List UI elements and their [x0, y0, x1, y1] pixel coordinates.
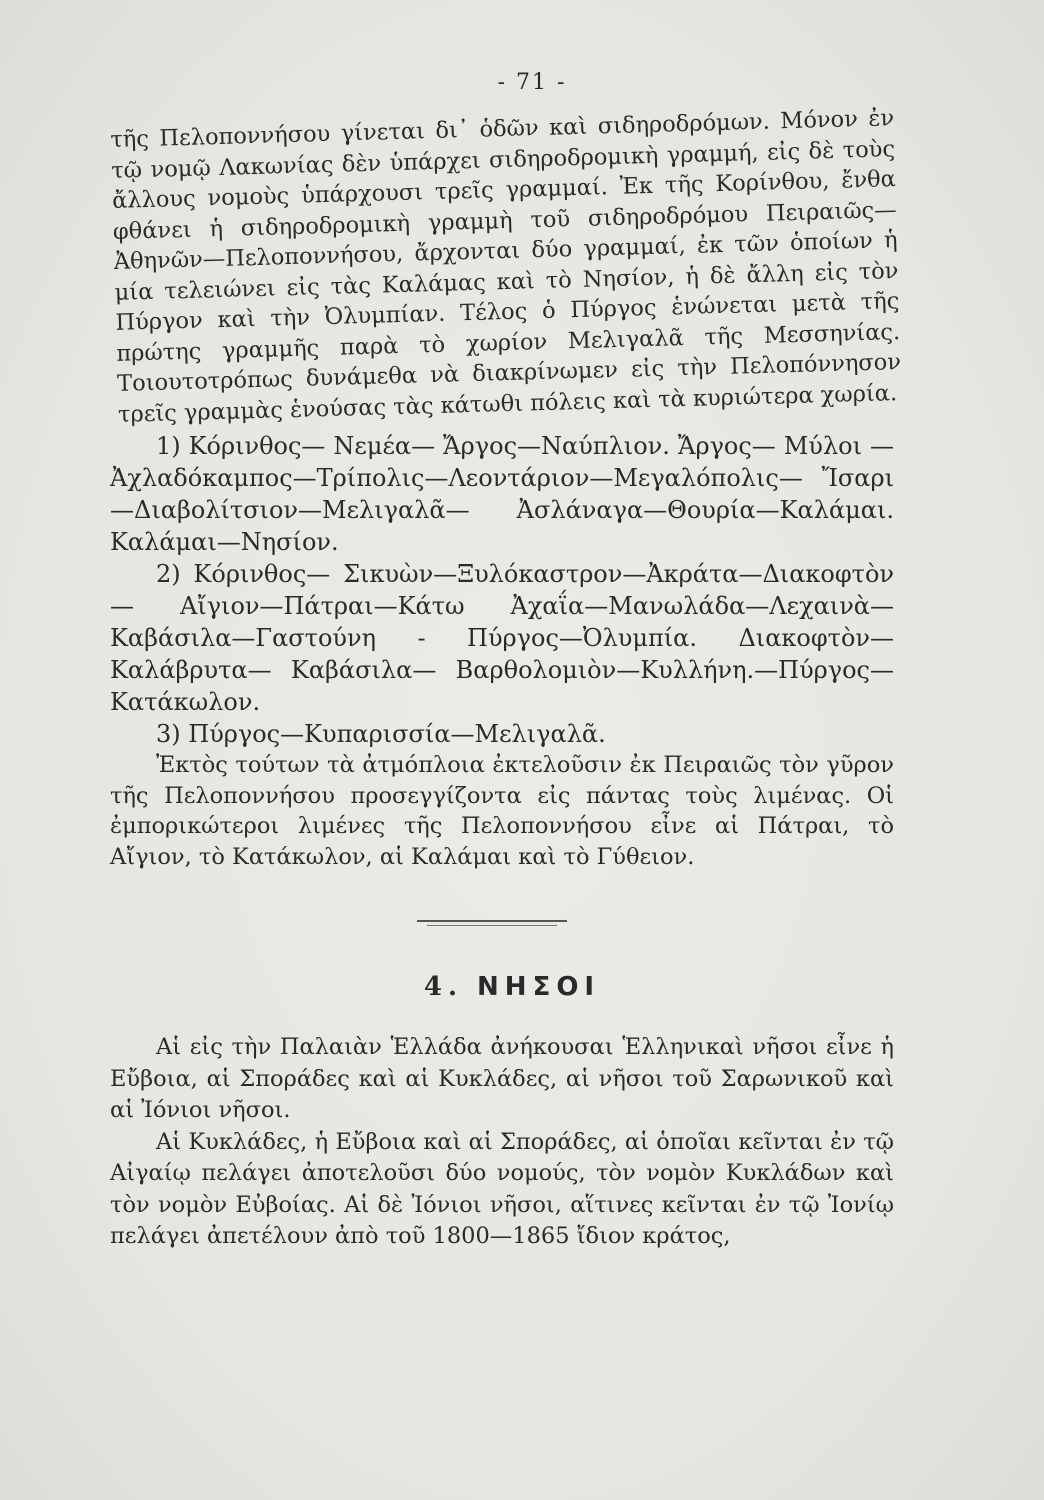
railways-intro-paragraph: τῆς Πελοποννήσου γίνεται δι᾽ ὁδῶν καὶ σιδηροδρόμων. Μόνον ἐν τῷ νομῷ Λακωνίας δὲν ὑπάρχει σιδηροδρομικὴ γραμμή, εἰς δὲ τοὺς ἄλλους νομοὺς ὑπάρχουσι τρεῖς γραμμαί. Ἐκ τῆς Κορίνθου, ἔνθα φθάνει ἡ σιδηροδρομικὴ γραμμὴ τοῦ σιδηροδρόμου Πειραιῶς—Ἀθηνῶν—Πελοποννήσου, ἄρχονται δύο γραμμαί, ἐκ τῶν ὁποίων ἡ μία τελειώνει εἰς τὰς Καλάμας καὶ τὸ Νησίον, ἡ δὲ ἄλλη εἰς τὸν Πύργον καὶ τὴν Ὀλυμπίαν. Τέλος ὁ Πύργος ἑνώνεται μετὰ τῆς πρώτης γραμμῆς παρὰ τὸ χωρίον Μελιγαλᾶ τῆς Μεσσηνίας. Τοιουτοτρόπως δυνάμεθα νὰ διακρίνωμεν εἰς τὴν Πελοπόννησον τρεῖς γραμμὰς ἑνούσας τὰς κάτωθι πόλεις καὶ τὰ κυριώτερα χωρία. [110, 105, 902, 428]
section-divider [417, 920, 567, 922]
islands-paragraph-1: Αἱ εἰς τὴν Παλαιὰν Ἑλλάδα ἀνήκουσαι Ἑλληνικαὶ νῆσοι εἶνε ἡ Εὔβοια, αἱ Σποράδες καὶ αἱ Κυκλάδες, αἱ νῆσοι τοῦ Σαρωνικοῦ καὶ αἱ Ἰόνιοι νῆσοι. [110, 1034, 894, 1123]
railways-intro-block [110, 103, 902, 430]
ports-paragraph: Ἐκτὸς τούτων τὰ ἀτμόπλοια ἐκτελοῦσιν ἐκ Πειραιῶς τὸν γῦρον τῆς Πελοποννήσου προσεγγίζοντα εἰς πάντας τοὺς λιμένας. Οἱ ἐμπορικώτεροι λιμένες τῆς Πελοποννήσου εἶνε αἱ Πάτραι, τὸ Αἴγιον, τὸ Κατάκωλον, αἱ Καλάμαι καὶ τὸ Γύθειον. [110, 752, 894, 870]
railway-routes [110, 430, 894, 872]
section-title: ΝΗΣΟΙ [477, 972, 601, 1002]
route-2: 2) Κόρινθος— Σικυὼν—Ξυλόκαστρον—Ἀκράτα—Διακοφτὸν— Αἴγιον—Πάτραι—Κάτω Ἀχαΐα—Μανωλάδα—Λεχαινὰ— Καβάσιλα—Γαστούνη - Πύργος—Ὀλυμπία. Διακοφτὸν—Καλάβρυτα— Καβάσιλα— Βαρθολομιὸν—Κυλλήνη.—Πύργος—Κατάκωλον. [110, 560, 894, 716]
page-number: - 71 - [497, 70, 567, 95]
section-heading [120, 972, 904, 1002]
islands-paragraph-2: Αἱ Κυκλάδες, ἡ Εὔβοια καὶ αἱ Σποράδες, αἱ ὁποῖαι κεῖνται ἐν τῷ Αἰγαίῳ πελάγει ἀποτελοῦσι δύο νομούς, τὸν νομὸν Κυκλάδων καὶ τὸν νομὸν Εὐβοίας. Αἱ δὲ Ἰόνιοι νῆσοι, αἵτινες κεῖνται ἐν τῷ Ἰονίῳ πελάγει ἀπετέλουν ἀπὸ τοῦ 1800—1865 ἴδιον κράτος, [110, 1128, 894, 1249]
islands-section-body [110, 1032, 894, 1253]
route-1: 1) Κόρινθος— Νεμέα— Ἄργος—Ναύπλιον. Ἄργος— Μύλοι —Ἀχλαδόκαμπος—Τρίπολις—Λεοντάριον—Μεγαλόπολις— Ἴσαρι —Διαβολίτσιον—Μελιγαλᾶ— Ἀσλάναγα—Θουρία—Καλάμαι. Καλάμαι—Νησίον. [110, 432, 894, 556]
route-3: 3) Πύργος—Κυπαρισσία—Μελιγαλᾶ. [156, 720, 606, 748]
section-number: 4. [423, 972, 464, 1002]
